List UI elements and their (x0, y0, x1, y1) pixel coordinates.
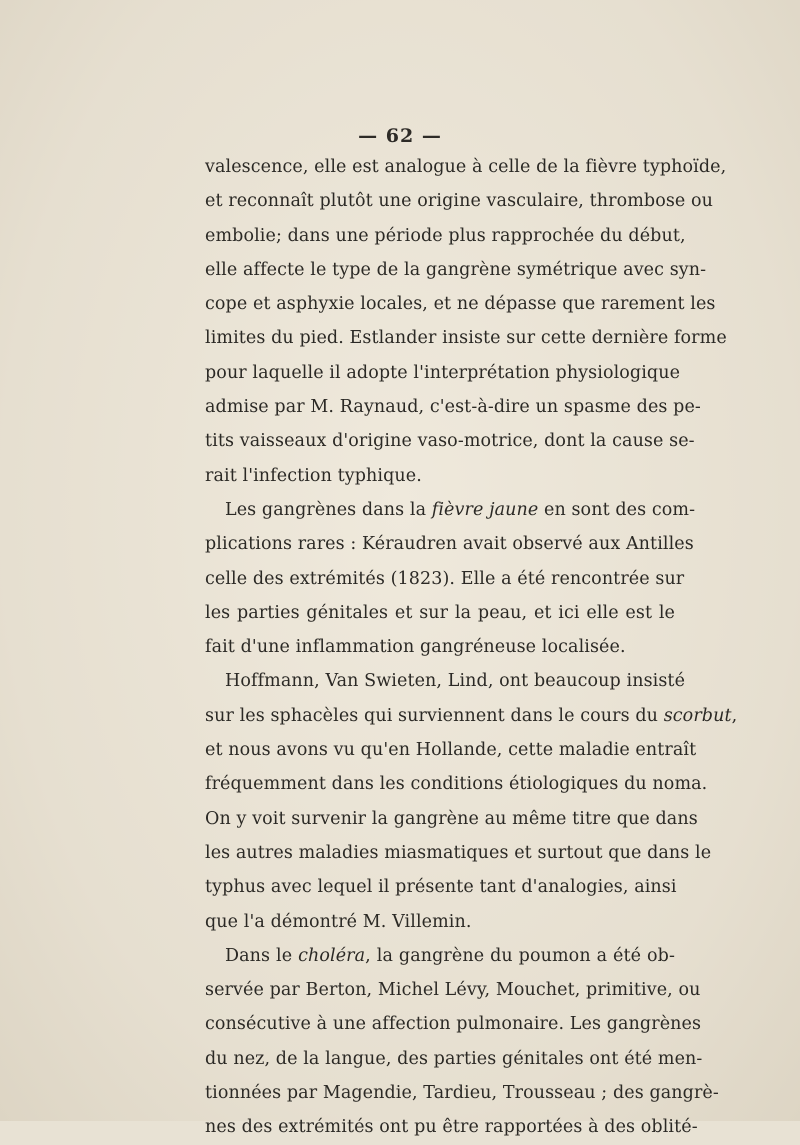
text-line (205, 836, 712, 870)
text-line (205, 253, 707, 287)
text-line-segment: et nous avons vu qu'en Hollande, cette maladie entraît (205, 740, 697, 761)
text-line-segment: , la gangrène du poumon a été ob- (365, 945, 675, 966)
text-line-segment: plications rares : Kéraudren avait observé aux Antilles (205, 534, 694, 555)
text-line-segment: Les gangrènes dans la (225, 499, 432, 520)
text-line (205, 767, 708, 801)
text-line (205, 527, 694, 561)
text-line-segment: Hoffmann, Van Swieten, Lind, ont beaucoup insisté (225, 671, 686, 692)
text-line (205, 493, 696, 527)
text-line-segment: les parties génitales et sur la peau, et ici elle est le (205, 602, 675, 623)
italic-term: fièvre jaune (431, 499, 539, 520)
text-line (205, 630, 675, 664)
italic-term: choléra (298, 945, 366, 966)
text-line (205, 424, 695, 458)
text-line-segment: sur les sphacèles qui surviennent dans le cours du (205, 705, 664, 726)
text-line (205, 596, 675, 630)
text-line (205, 321, 727, 355)
text-line (205, 1007, 702, 1041)
text-line (205, 939, 675, 973)
text-line (205, 562, 685, 596)
text-line-segment: fréquemment dans les conditions étiologiques du noma. (205, 774, 708, 795)
text-line (205, 1076, 719, 1110)
text-line-segment: servée par Berton, Michel Lévy, Mouchet, primitive, ou (205, 980, 701, 1001)
text-line-segment: et reconnaît plutôt une origine vasculaire, thrombose ou (205, 191, 714, 212)
text-line (205, 664, 686, 698)
text-line (205, 905, 675, 939)
text-line-segment: , (731, 705, 738, 726)
text-line (205, 459, 675, 493)
text-line-segment: les autres maladies miasmatiques et surtout que dans le (205, 842, 712, 863)
italic-term: scorbut (663, 705, 732, 726)
text-line-segment: admise par M. Raynaud, c'est-à-dire un spasme des pe- (205, 397, 701, 418)
text-line-segment: que l'a démontré M. Villemin. (205, 911, 472, 932)
text-line-segment: en sont des com- (538, 499, 696, 520)
text-line (205, 973, 701, 1007)
text-line-segment: fait d'une inflammation gangréneuse localisée. (205, 637, 626, 658)
text-line-segment: consécutive à une affection pulmonaire. Les gangrènes (205, 1014, 702, 1035)
text-line-segment: valescence, elle est analogue à celle de la fièvre typhoïde, (205, 157, 727, 177)
text-line (205, 150, 727, 184)
text-line-segment: On y voit survenir la gangrène au même titre que dans (205, 808, 698, 829)
text-line-segment: du nez, de la langue, des parties génitales ont été men- (205, 1048, 703, 1069)
text-line-segment: tits vaisseaux d'origine vaso-motrice, dont la cause se- (205, 431, 695, 452)
text-line-segment: limites du pied. Estlander insiste sur cette dernière forme (205, 328, 727, 349)
text-line (205, 287, 716, 321)
text-line-segment: celle des extrémités (1823). Elle a été rencontrée sur (205, 568, 685, 589)
body-text (205, 150, 738, 1145)
text-line (205, 1042, 703, 1076)
text-line (205, 356, 681, 390)
text-line-segment: embolie; dans une période plus rapprochée du début, (205, 225, 686, 246)
text-line-segment: Dans le (225, 945, 299, 966)
page-number: — 62 — (358, 125, 442, 147)
text-line (205, 733, 697, 767)
text-line-segment: tionnées par Magendie, Tardieu, Trousseau ; des gangrè- (205, 1083, 719, 1104)
text-line (205, 699, 738, 733)
text-line-segment: cope et asphyxie locales, et ne dépasse que rarement les (205, 294, 716, 315)
text-line-segment: nes des extrémités ont pu être rapportées à des oblité- (205, 1117, 698, 1138)
text-line (205, 219, 686, 253)
text-line (205, 1110, 698, 1144)
text-line-segment: typhus avec lequel il présente tant d'analogies, ainsi (205, 877, 677, 898)
text-line-segment: pour laquelle il adopte l'interprétation physiologique (205, 362, 681, 383)
text-line (205, 802, 698, 836)
text-line (205, 184, 714, 218)
text-line (205, 870, 675, 904)
text-line-segment: elle affecte le type de la gangrène symétrique avec syn- (205, 259, 707, 280)
text-line (205, 390, 701, 424)
text-line-segment: rait l'infection typhique. (205, 465, 422, 486)
